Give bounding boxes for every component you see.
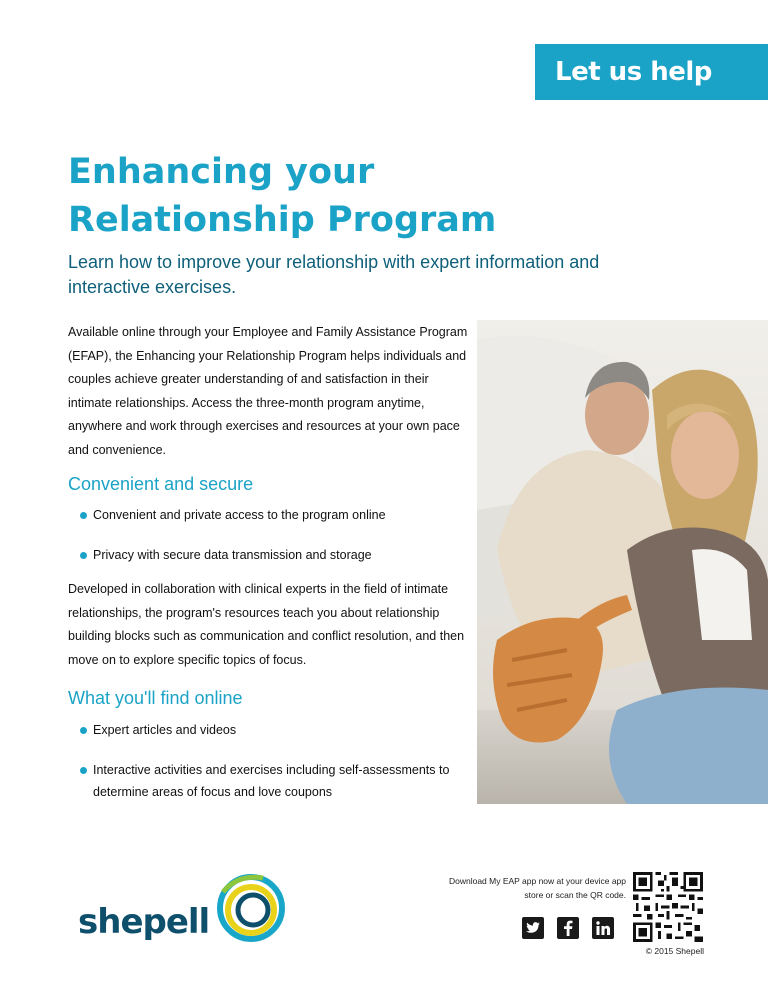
linkedin-icon[interactable] <box>592 917 614 939</box>
bullet-dot-icon <box>80 727 87 734</box>
facebook-icon[interactable] <box>557 917 579 939</box>
intro-paragraph: Available online through your Employee and Family Assistance Program (EFAP), the Enhancing your Relationship Program helps individuals and couples achieve greater understanding of and satisfaction in their intimate relationships. Access the three-month program anytime, anywhere and work through exercises and resources at your own pace and convenience. <box>68 325 468 457</box>
shepell-logo <box>78 872 298 952</box>
download-app-text: Download My EAP app now at your device app store or scan the QR code. <box>448 876 626 900</box>
social-links <box>522 917 614 939</box>
twitter-icon[interactable] <box>522 917 544 939</box>
list-item: Interactive activities and exercises including self-assessments to determine areas of focus and love coupons <box>80 759 460 803</box>
bullet-dot-icon <box>80 512 87 519</box>
list-item: Convenient and private access to the program online <box>80 504 460 526</box>
logo-wordmark: shepell <box>78 902 210 942</box>
page-title: Enhancing your Relationship Program <box>68 152 497 240</box>
shepell-logo-mark-icon <box>213 872 289 944</box>
bullet-dot-icon <box>80 767 87 774</box>
list-item: Privacy with secure data transmission and storage <box>80 544 460 566</box>
section-heading-convenient: Convenient and secure <box>68 474 254 494</box>
copyright-text: © 2015 Shepell <box>645 946 704 956</box>
section-heading-online: What you'll find online <box>68 688 243 708</box>
convenient-bullet-list <box>80 504 460 566</box>
qr-code-icon[interactable] <box>633 872 703 942</box>
let-us-help-banner: Let us help <box>535 44 768 100</box>
page-subtitle: Learn how to improve your relationship with expert information and interactive exercises. <box>68 252 600 297</box>
couple-photo <box>477 320 768 804</box>
development-paragraph: Developed in collaboration with clinical experts in the field of intimate relationships, the program's resources teach you about relationship building blocks such as communication and conflict resolution, and then move on to explore specific topics of focus. <box>68 582 465 667</box>
online-bullet-list <box>80 719 460 803</box>
bullet-dot-icon <box>80 552 87 559</box>
list-item: Expert articles and videos <box>80 719 460 741</box>
